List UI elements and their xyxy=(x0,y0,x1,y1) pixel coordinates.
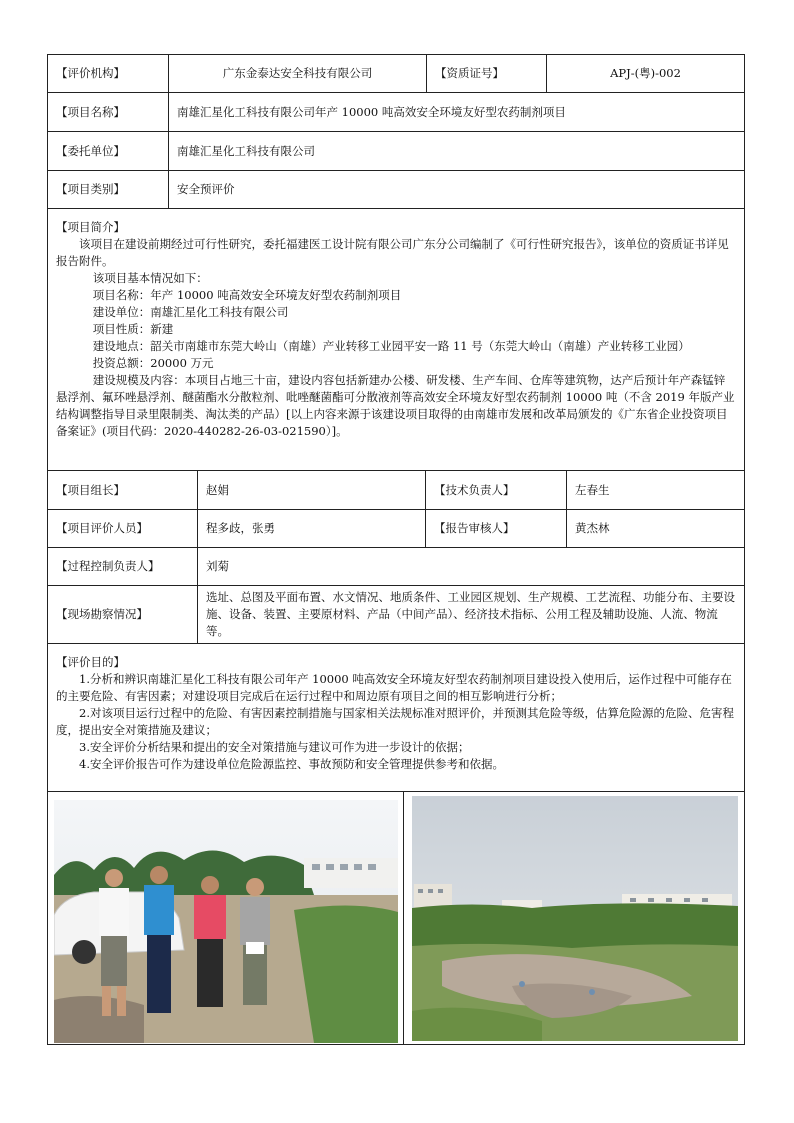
staff-row xyxy=(48,510,744,548)
intro-paragraph-1: 该项目在建设前期经过可行性研究，委托福建医工设计院有限公司广东分公司编制了《可行性研究报告》，该单位的资质证书详见报告附件。 xyxy=(56,237,729,268)
intro-item-unit: 建设单位：南雄汇星化工科技有限公司 xyxy=(92,305,289,319)
purpose-item-3: 3.安全评价分析结果和提出的安全对策措施与建议可作为进一步设计的依据； xyxy=(79,740,470,754)
project-intro xyxy=(48,209,744,471)
evaluation-purpose xyxy=(48,644,744,792)
intro-item-investment: 投资总额：20000 万元 xyxy=(92,356,214,370)
cert-label: 【资质证号】 xyxy=(427,55,547,92)
evaluation-form xyxy=(47,54,745,1045)
org-value: 广东金泰达安全科技有限公司 xyxy=(169,55,427,92)
staff-value: 程多歧，张勇 xyxy=(198,510,426,547)
site-photo-icon xyxy=(412,796,738,1041)
purpose-item-4: 4.安全评价报告可作为建设单位危险源监控、事故预防和安全管理提供参考和依据。 xyxy=(79,757,504,771)
reviewer-value: 黄杰林 xyxy=(575,521,610,535)
intro-item-location: 建设地点：韶关市南雄市东莞大岭山（南雄）产业转移工业园平安一路 11 号（东莞大岭山（南雄）产业转移工业园） xyxy=(92,339,690,353)
tech-lead-value: 左春生 xyxy=(575,482,610,497)
org-label: 【评价机构】 xyxy=(48,55,169,92)
org-row xyxy=(48,55,744,93)
purpose-item-2: 2.对该项目运行过程中的危险、有害因素控制措施与国家相关法规标准对照评价，并预测其危险等级，估算危险源的危险、危害程度，提出安全对策措施及建议； xyxy=(56,706,734,737)
intro-item-name: 项目名称：年产 10000 吨高效安全环境友好型农药制剂项目 xyxy=(92,288,402,302)
intro-item-nature: 项目性质：新建 xyxy=(92,322,174,336)
purpose-item-1: 1.分析和辨识南雄汇星化工科技有限公司年产 10000 吨高效安全环境友好型农药制剂项目建设投入使用后，运作过程中可能存在的主要危险、有害因素；对建设项目完成后在运行过程中和周边原有项目之间的相互影响进行分析； xyxy=(56,672,732,703)
site-survey-value: 选址、总图及平面布置、水文情况、地质条件、工业园区规划、生产规模、工艺流程、功能分布、主要设施、设备、装置、主要原材料、产品（中间产品）、经济技术指标、公用工程及辅助设施、人流、物流等。 xyxy=(206,590,735,638)
photo-cell-right xyxy=(404,792,744,1044)
site-survey-row xyxy=(48,586,744,644)
photos-row xyxy=(48,792,744,1044)
client-row xyxy=(48,132,744,171)
reviewer-label: 【报告审核人】 xyxy=(426,510,567,547)
site-survey-label: 【现场勘察情况】 xyxy=(48,586,198,643)
cert-value: APJ-(粤)-002 xyxy=(610,66,681,80)
project-type-value: 安全预评价 xyxy=(177,182,235,196)
project-type-row xyxy=(48,171,744,209)
process-label: 【过程控制负责人】 xyxy=(48,548,198,585)
leader-row xyxy=(48,471,744,510)
project-name-row xyxy=(48,93,744,132)
project-type-label: 【项目类别】 xyxy=(48,171,169,208)
process-value: 刘菊 xyxy=(206,559,229,573)
process-row xyxy=(48,548,744,586)
intro-paragraph-2: 该项目基本情况如下： xyxy=(92,271,208,285)
staff-label: 【项目评价人员】 xyxy=(48,510,198,547)
photo-cell-left xyxy=(48,792,404,1044)
project-name-value: 南雄汇星化工科技有限公司年产 10000 吨高效安全环境友好型农药制剂项目 xyxy=(177,104,566,119)
intro-item-scale: 建设规模及内容：本项目占地三十亩，建设内容包括新建办公楼、研发楼、生产车间、仓库等建筑物，达产后预计年产森锰锌悬浮剂、氟环唑悬浮剂、醚菌酯水分散粒剂、吡唑醚菌酯可分散液剂等高效安全环境友好型农药制剂 10000 吨（不含 2019 年版产业结构调整指导目录里限制类、淘汰类的产品）[以上内容来源于该建设项目取得的由南雄市发展和改革局颁发的《广东省企业投资项目备案证》(项目代码：2020-440282-26-03-021590）]。 xyxy=(56,373,735,438)
team-photo-icon xyxy=(54,800,398,1043)
tech-lead-label: 【技术负责人】 xyxy=(426,471,567,509)
client-value: 南雄汇星化工科技有限公司 xyxy=(177,143,315,158)
intro-heading: 【项目简介】 xyxy=(56,220,125,234)
client-label: 【委托单位】 xyxy=(48,132,169,170)
project-name-label: 【项目名称】 xyxy=(48,93,169,131)
leader-label: 【项目组长】 xyxy=(48,471,198,509)
purpose-heading: 【评价目的】 xyxy=(56,655,125,669)
leader-value: 赵娟 xyxy=(198,471,426,509)
